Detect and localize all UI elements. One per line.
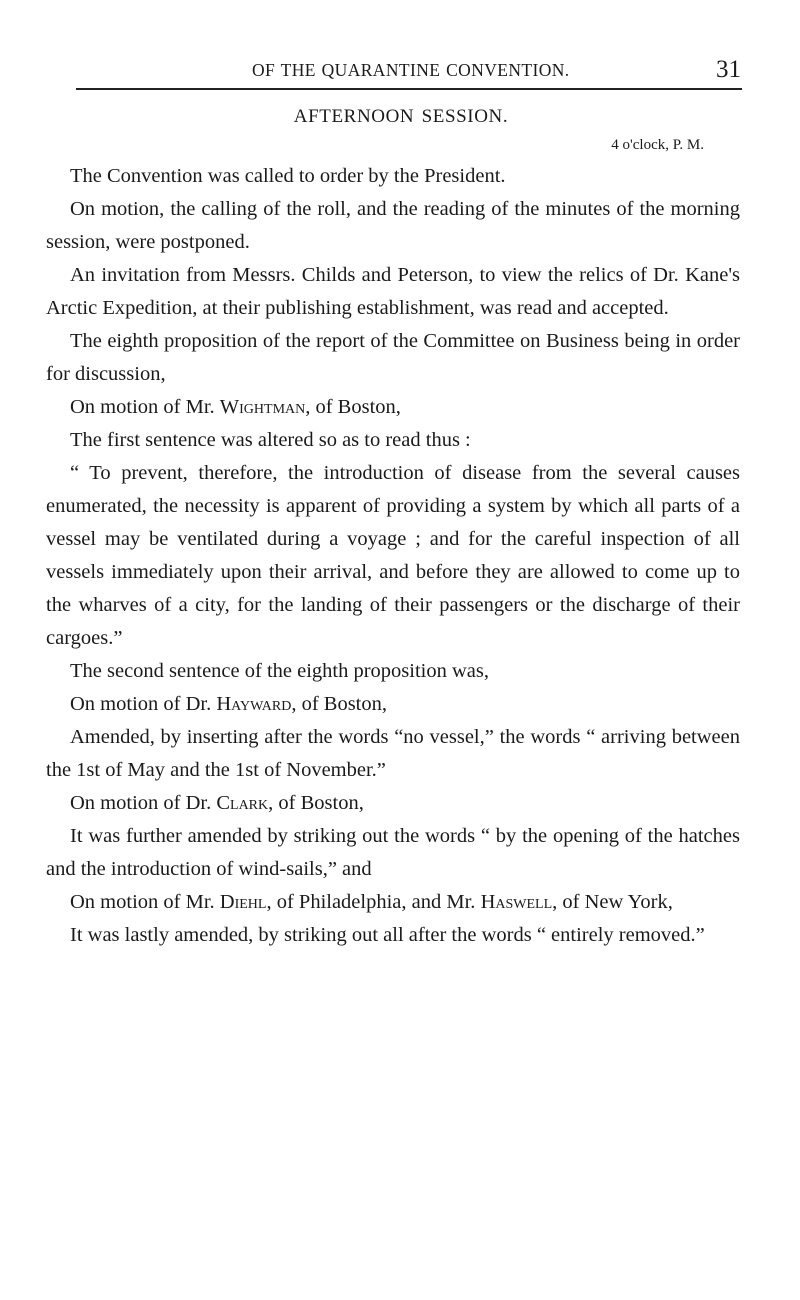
section-heading: AFTERNOON SESSION. bbox=[293, 106, 509, 127]
speaker-name: Clark bbox=[216, 792, 269, 814]
paragraph: The first sentence was altered so as to read thus : bbox=[70, 429, 471, 451]
paragraph: It was further amended by striking out the words “ by the opening of the hatches and the introduction of wind-sails,” and bbox=[46, 825, 740, 880]
running-title: OF THE QUARANTINE CONVENTION. bbox=[252, 60, 570, 80]
running-header bbox=[0, 58, 800, 92]
paragraph: It was lastly amended, by striking out all after the words “ entirely removed.” bbox=[70, 924, 705, 946]
page-body bbox=[46, 104, 740, 952]
paragraph: Amended, by inserting after the words “no vessel,” the words “ arriving between the 1st of May and the 1st of November.” bbox=[46, 726, 740, 781]
session-time: 4 o'clock, P. M. bbox=[611, 137, 704, 153]
paragraph: The Convention was called to order by the President. bbox=[70, 165, 506, 187]
speaker-name: Hayward bbox=[216, 693, 292, 715]
paragraph: An invitation from Messrs. Childs and Peterson, to view the relics of Dr. Kane's Arctic Expedition, at their publishing establishment, was read and accepted. bbox=[46, 264, 740, 319]
paragraph: The second sentence of the eighth proposition was, bbox=[70, 660, 489, 682]
motion-line: On motion of Dr. Hayward, of Boston, bbox=[70, 693, 387, 715]
quoted-passage: “ To prevent, therefore, the introduction of disease from the several causes enumerated, the necessity is apparent of providing a system by which all parts of a vessel may be ventilated during a voyage ; and for the careful inspection of all vessels immediately upon their arrival, and before they are allowed to come up to the wharves of a city, for the landing of their passengers or the discharge of their cargoes.” bbox=[46, 462, 740, 649]
motion-line: On motion of Dr. Clark, of Boston, bbox=[70, 792, 364, 814]
speaker-name: Diehl bbox=[219, 891, 267, 913]
speaker-name: Haswell bbox=[480, 891, 553, 913]
speaker-name: Wightman bbox=[219, 396, 306, 418]
header-rule bbox=[76, 88, 742, 90]
motion-line: On motion of Mr. Wightman, of Boston, bbox=[70, 396, 401, 418]
paragraph: On motion, the calling of the roll, and the reading of the minutes of the morning session, were postponed. bbox=[46, 198, 740, 253]
paragraph: The eighth proposition of the report of the Committee on Business being in order for discussion, bbox=[46, 330, 740, 385]
page-number: 31 bbox=[716, 56, 741, 83]
motion-line: On motion of Mr. Diehl, of Philadelphia, and Mr. Haswell, of New York, bbox=[70, 891, 673, 913]
